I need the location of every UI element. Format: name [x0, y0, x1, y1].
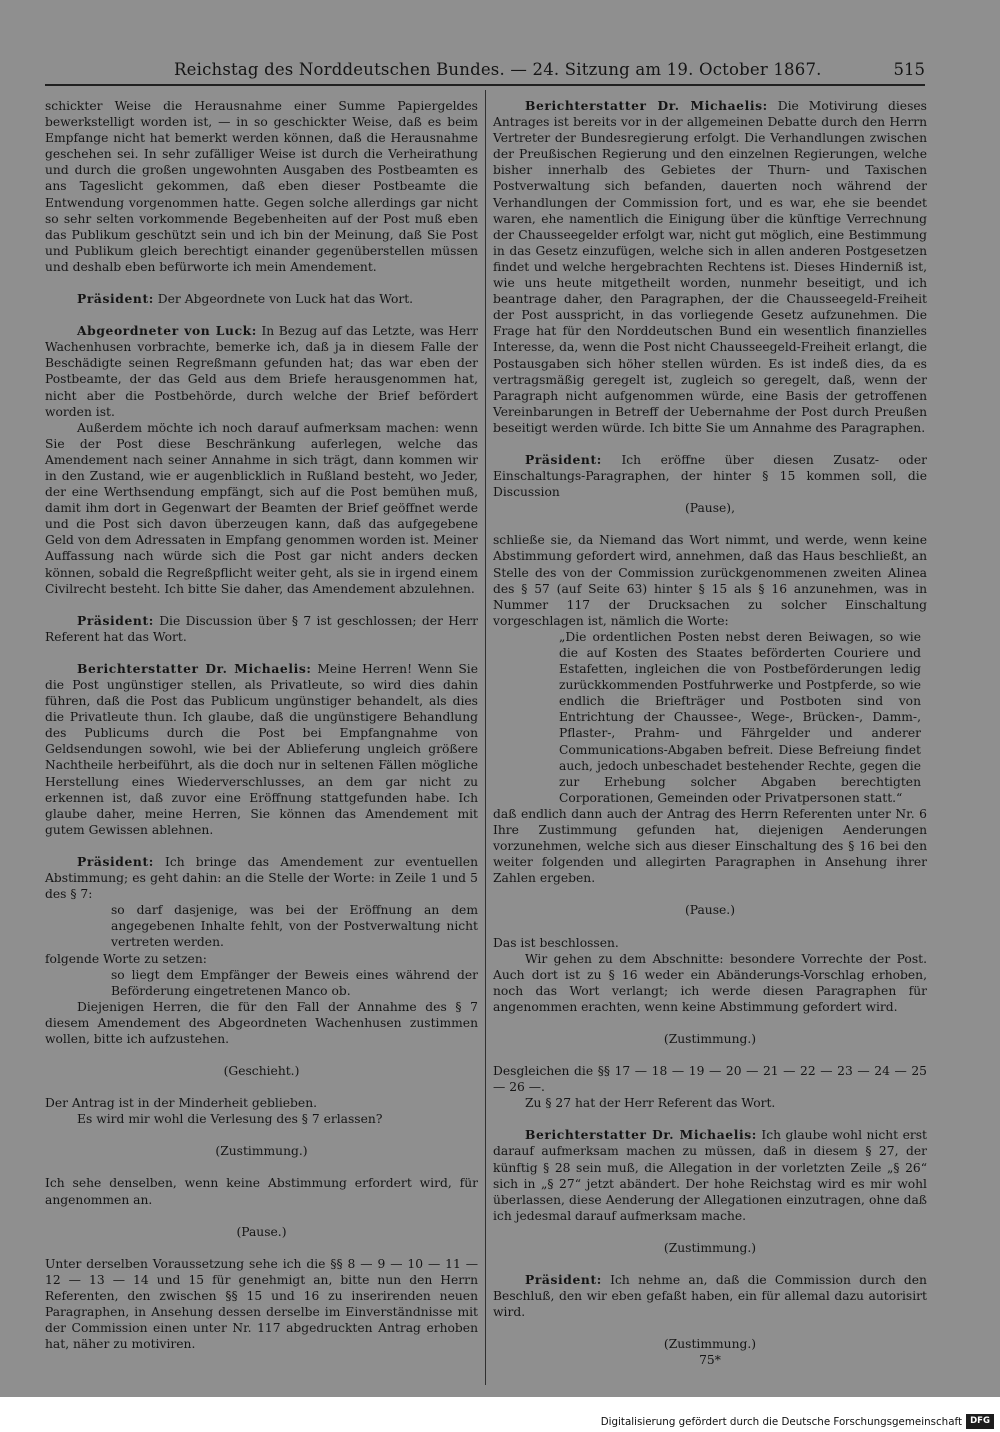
- paragraph: Außerdem möchte ich noch darauf aufmerksam machen: wenn Sie der Post diese Beschränkung auferlegen, welche das Amendement nach seiner Annahme in sich trägt, dann kommen wir in den Zustand, wie er augenblicklich in Rußland besteht, wo Jeder, der eine Werthsendung empfängt, sich auf die Post bemühen muß, damit ihm dort in Gegenwart der Beamten der Brief geöffnet werde und die Post sich davon überzeugen kann, daß das aufgegebene Geld von dem Adressaten in Empfang genommen worden ist. Meiner Auffassung nach würde sich die Post gar nicht anders decken können, sobald die Regreßpflicht weiter geht, als sie in irgend einem Civilrecht besteht. Ich bitte Sie daher, das Amendement abzulehnen.: [45, 420, 478, 596]
- right-column: [493, 98, 927, 1368]
- speech-paragraph: [493, 452, 927, 500]
- speaker-label: Berichterstatter Dr. Michaelis:: [77, 660, 312, 676]
- speaker-label: Berichterstatter Dr. Michaelis:: [525, 1127, 757, 1143]
- speaker-label: Präsident:: [77, 291, 154, 307]
- stage-direction: (Zustimmung.): [215, 1144, 308, 1159]
- paragraph: Unter derselben Voraussetzung sehe ich die §§ 8 — 9 — 10 — 11 — 12 — 13 — 14 und 15 für genehmigt an, bitte nun den Herrn Referenten, den zwischen §§ 15 und 16 zu inserirenden neuen Paragraphen, in Ansehung dessen derselbe im Einverständnisse mit der Commission einen unter Nr. 117 abgedruckten Antrag erhoben hat, näher zu motiviren.: [45, 1256, 478, 1352]
- paragraph: schickter Weise die Herausnahme einer Summe Papiergeldes bewerkstelligt worden ist, — in so geschickter Weise, daß es beim Empfange nicht hat bemerkt werden können, daß die Herausnahme geschehen sei. In sehr zufälliger Weise ist durch die Verheirathung und durch die großen ungewohnten Ausgaben des Postbeamten es ans Tageslicht gekommen, daß eben dieser Postbeamte die Entwendung vorgenommen hatte. Gegen solche allerdings gar nicht so sehr selten vorkommende Begebenheiten auf der Post muß eben das Publikum geschützt sein und ich bin der Meinung, daß Sie Post und Publikum gleich berechtigt einander gegenüberstellen müssen und deshalb eben befürworte ich mein Amendement.: [45, 99, 478, 274]
- header-rule: [45, 84, 925, 86]
- sheet-signature: 75*: [699, 1353, 721, 1368]
- speech-text: Ich bringe das Amendement zur eventuellen Abstimmung; es geht dahin: an die Stelle der Worte: in Zeile 1 und 5 des § 7:: [45, 854, 478, 902]
- speech-paragraph: [45, 854, 478, 902]
- stage-direction: (Zustimmung.): [663, 1240, 757, 1255]
- column-divider: [485, 90, 486, 1385]
- speech-text: Ich eröffne über diesen Zusatz- oder Einschaltungs-Paragraphen, der hinter § 15 kommen soll, die Discussion: [493, 452, 927, 500]
- speech-paragraph: [493, 1272, 927, 1320]
- stage-direction: (Geschieht.): [223, 1064, 300, 1079]
- quoted-text: so liegt dem Empfänger der Beweis eines während der Beförderung eingetretenen Manco ob.: [111, 967, 478, 998]
- speaker-label: Präsident:: [77, 853, 154, 869]
- stage-direction: (Zustimmung.): [663, 1337, 757, 1352]
- left-column: [45, 98, 478, 1352]
- speaker-label: Präsident:: [525, 451, 602, 467]
- quoted-text: „Die ordentlichen Posten nebst deren Beiwagen, so wie die auf Kosten des Staates beförderten Couriere und Estafetten, ingleichen die von Postbeförderungen ledig zurückkommenden Postfuhrwerke und Postpferde, so wie endlich die Briefträger und Postboten sind von Entrichtung der Chaussee-, Wege-, Brücken-, Damm-, Pflaster-, Prahm- und Fährgelder und anderer Communications-Abgaben befreit. Diese Befreiung findet auch, jedoch unbeschadet bestehender Rechte, gegen die zur Erhebung solcher Abgaben berechtigten Corporationen, Gemeinden oder Privatpersonen statt.“: [559, 629, 921, 805]
- speech-text: Ich glaube wohl nicht erst darauf aufmerksam machen zu müssen, daß in diesem § 27, der künftig § 28 sein muß, die Allegation in der vorletzten Zeile „§ 26“ sich in „§ 27“ jetzt abändert. Der hohe Reichstag wird es mir wohl überlassen, diese Aenderung der Allegationen einzutragen, ohne daß ich jedesmal darauf aufmerksam mache.: [493, 1128, 927, 1223]
- stage-direction: (Pause.): [684, 903, 736, 918]
- quoted-text: so darf dasjenige, was bei der Eröffnung an dem angegebenen Inhalte fehlt, von der Postverwaltung nicht vertreten werden.: [111, 903, 478, 950]
- paragraph: daß endlich dann auch der Antrag des Herrn Referenten unter Nr. 6 Ihre Zustimmung gefunden hat, diejenigen Aenderungen vorzunehmen, welche sich aus dieser Einschaltung des § 16 bei den weiter folgenden und allegirten Paragraphen in Ansehung ihrer Zahlen ergeben.: [493, 806, 927, 886]
- page-number: 515: [893, 60, 925, 79]
- page-header: [160, 58, 925, 84]
- speaker-label: Abgeordneter von Luck:: [77, 323, 257, 339]
- speaker-label: Präsident:: [525, 1272, 602, 1287]
- speaker-label: Berichterstatter Dr. Michaelis:: [525, 98, 768, 113]
- speech-paragraph: [493, 1127, 927, 1224]
- paragraph: Das ist beschlossen.: [493, 935, 619, 950]
- paragraph: Wir gehen zu dem Abschnitte: besondere Vorrechte der Post. Auch dort ist zu § 16 weder ein Abänderungs-Vorschlag erhoben, noch das Wort verlangt; ich werde diesen Paragraphen für angenommen erachten, wenn keine Abstimmung gefordert wird.: [493, 951, 927, 1014]
- speech-paragraph: [45, 291, 478, 307]
- paragraph: Der Antrag ist in der Minderheit geblieben.: [45, 1096, 318, 1111]
- speech-paragraph: [45, 661, 478, 838]
- paragraph: Zu § 27 hat der Herr Referent das Wort.: [525, 1096, 776, 1111]
- paragraph: folgende Worte zu setzen:: [45, 951, 207, 966]
- speech-paragraph: [45, 323, 478, 420]
- digitization-footer: [0, 1397, 1000, 1432]
- paragraph: schließe sie, da Niemand das Wort nimmt, und werde, wenn keine Abstimmung gefordert wird, annehmen, daß das Haus beschließt, an Stelle des von der Commission zurückgenommenen zweiten Alinea des § 57 (auf Seite 63) hinter § 15 als § 16 anzunehmen, was in Nummer 117 der Drucksachen zu solcher Einschaltung vorgeschlagen ist, nämlich die Worte:: [493, 533, 927, 628]
- speech-text: Die Discussion über § 7 ist geschlossen; der Herr Referent hat das Wort.: [45, 613, 478, 644]
- funding-notice: Digitalisierung gefördert durch die Deutsche Forschungsgemeinschaft: [600, 1416, 962, 1428]
- running-title: Reichstag des Norddeutschen Bundes. — 24. Sitzung am 19. October 1867.: [174, 60, 822, 79]
- speech-paragraph: [45, 613, 478, 645]
- speaker-label: Präsident:: [77, 612, 154, 628]
- speech-text: Der Abgeordnete von Luck hat das Wort.: [157, 292, 414, 307]
- speech-text: In Bezug auf das Letzte, was Herr Wachenhusen vorbrachte, bemerke ich, daß ja in diesem Falle der Beschädigte seinen Regreßmann gefunden hat; das war eben der Postbeamte, der das Geld aus dem Briefe herausgenommen hat, nicht aber die Postbehörde, durch welche der Brief befördert worden ist.: [45, 324, 478, 419]
- paragraph: Desgleichen die §§ 17 — 18 — 19 — 20 — 21 — 22 — 23 — 24 — 25 — 26 —.: [493, 1064, 927, 1095]
- speech-text: Ich nehme an, daß die Commission durch den Beschluß, den wir eben gefaßt haben, ein für allemal dazu autorisirt wird.: [493, 1273, 927, 1320]
- dfg-logo: DFG: [966, 1414, 994, 1429]
- stage-direction: (Pause.): [236, 1224, 287, 1239]
- stage-direction: (Pause),: [684, 501, 736, 516]
- stage-direction: (Zustimmung.): [663, 1031, 757, 1046]
- paragraph: Ich sehe denselben, wenn keine Abstimmung erfordert wird, für angenommen an.: [45, 1176, 478, 1207]
- speech-paragraph: [493, 98, 927, 436]
- paragraph: Diejenigen Herren, die für den Fall der Annahme des § 7 diesem Amendement des Abgeordneten Wachenhusen zustimmen wollen, bitte ich aufzustehen.: [45, 999, 478, 1046]
- speech-text: Die Motivirung dieses Antrages ist bereits vor in der allgemeinen Debatte durch den Herrn Vertreter der Bundesregierung erfolgt. Die Verhandlungen zwischen der Preußischen Regierung und den einzelnen Regierungen, welche bisher innerhalb des Gebietes der Thurn- und Taxischen Postverwaltung sich befanden, dauerten noch während der Verhandlungen der Commission fort, und es war, ehe sie beendet waren, ehe namentlich die Einigung über die künftige Verrechnung der Chausseegelder erfolgt war, nicht gut möglich, eine Bestimmung in das Gesetz einzufügen, welche sich in allen anderen Postgesetzen findet und welche hergebrachten Rechtens ist. Dieses Hinderniß ist, wie uns heute mitgetheilt worden, nunmehr beseitigt, und ich beantrage daher, den Paragraphen, der die Chausseegeld-Freiheit der Post ausspricht, in das vorliegende Gesetz aufzunehmen. Die Frage hat für den Norddeutschen Bund ein wesentlich finanzielles Interesse, da, wenn die Post nicht Chausseegeld-Freiheit erlangt, die Postausgaben sich höher stellen würden. Es ist indeß dies, da es vertragsmäßig geregelt ist, zugleich so geregelt, daß, wenn der Paragraph nicht aufgenommen würde, eine Basis der getroffenen Vereinbarungen in Betreff der Uebernahme der Post durch Preußen beseitigt werden würde. Ich bitte Sie um Annahme des Paragraphen.: [493, 99, 927, 435]
- speech-text: Meine Herren! Wenn Sie die Post ungünstiger stellen, als Privatleute, so wird dies dahin führen, daß die Post das Publicum ungünstiger behandelt, als dies die Privatleute thun. Ich glaube, daß die ungünstigere Behandlung des Publicums durch die Post bei Empfangnahme von Geldsendungen sowohl, wie bei der Ablieferung ungleich größere Nachtheile herbeiführt, als die doch nur in seltenen Fällen mögliche Herstellung eines Wiederverschlusses, an dem gar nicht zu erkennen ist, daß zuvor eine Eröffnung stattgefunden habe. Ich glaube daher, meine Herren, Sie können das Amendement mit gutem Gewissen ablehnen.: [45, 661, 478, 837]
- paragraph: Es wird mir wohl die Verlesung des § 7 erlassen?: [77, 1112, 383, 1127]
